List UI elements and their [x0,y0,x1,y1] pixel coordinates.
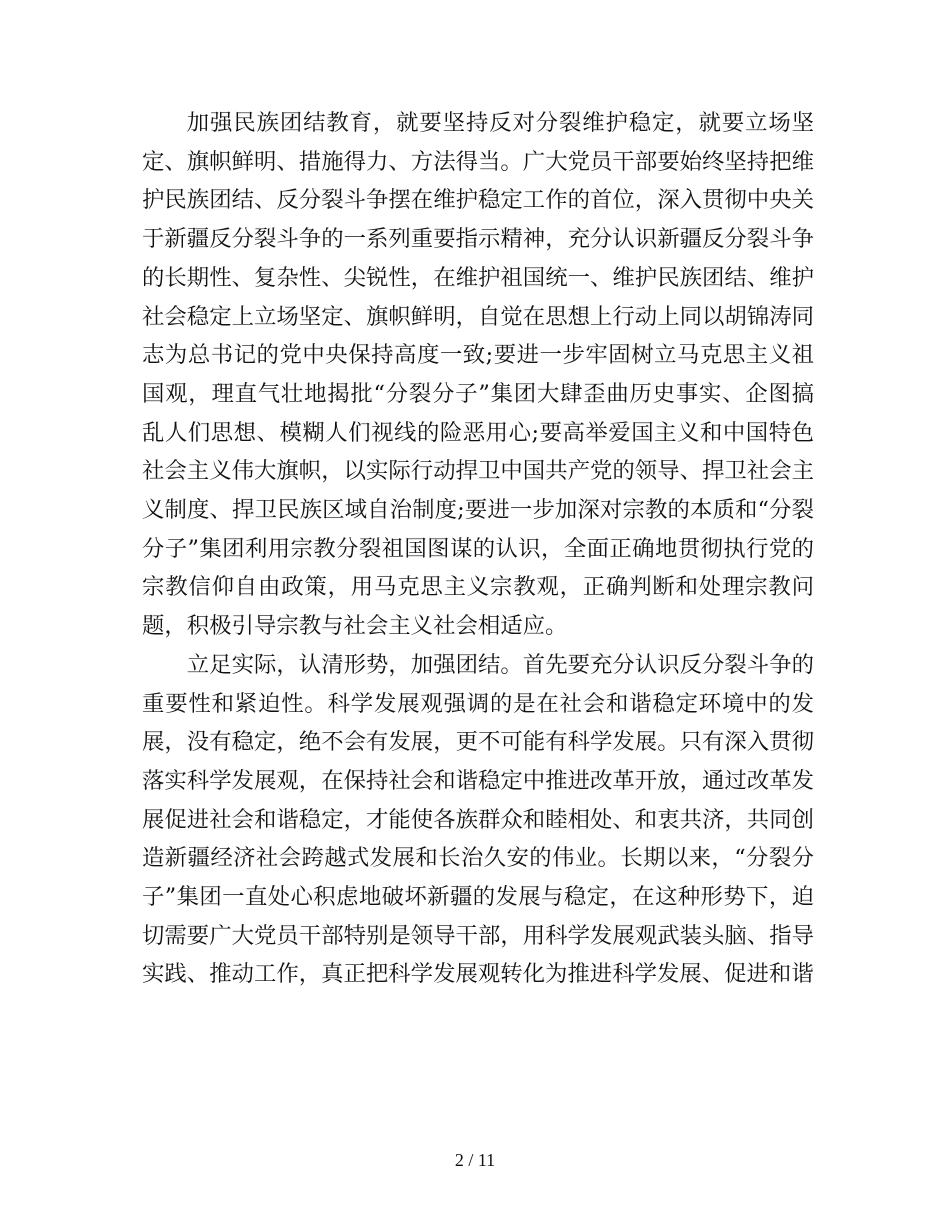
paragraph-national-unity-education: 加强民族团结教育，就要坚持反对分裂维护稳定，就要立场坚定、旗帜鲜明、措施得力、方法得当。广大党员干部要始终坚持把维护民族团结、反分裂斗争摆在维护稳定工作的首位，深入贯彻中央关于新疆反分裂斗争的一系列重要指示精神，充分认识新疆反分裂斗争的长期性、复杂性、尖锐性，在维护祖国统一、维护民族团结、维护社会稳定上立场坚定、旗帜鲜明，自觉在思想上行动上同以胡锦涛同志为总书记的党中央保持高度一致;要进一步牢固树立马克思主义祖国观，理直气壮地揭批“分裂分子”集团大肆歪曲历史事实、企图搞乱人们思想、模糊人们视线的险恶用心;要高举爱国主义和中国特色社会主义伟大旗帜，以实际行动捍卫中国共产党的领导、捍卫社会主义制度、捍卫民族区域自治制度;要进一步加深对宗教的本质和“分裂分子”集团利用宗教分裂祖国图谋的认识，全面正确地贯彻执行党的宗教信仰自由政策，用马克思主义宗教观，正确判断和处理宗教问题，积极引导宗教与社会主义社会相适应。 [142,110,814,640]
paragraph-situation-and-unity: 立足实际，认清形势，加强团结。首先要充分认识反分裂斗争的重要性和紧迫性。科学发展观强调的是在社会和谐稳定环境中的发展，没有稳定，绝不会有发展，更不可能有科学发展。只有深入贯彻落实科学发展观，在保持社会和谐稳定中推进改革开放，通过改革发展促进社会和谐稳定，才能使各族群众和睦相处、和衷共济，共同创造新疆经济社会跨越式发展和长治久安的伟业。长期以来，“分裂分子”集团一直处心积虑地破坏新疆的发展与稳定，在这种形势下，迫切需要广大党员干部特别是领导干部，用科学发展观武装头脑、指导实践、推动工作，真正把科学发展观转化为推进科学发展、促进和谐 [142,651,814,988]
document-body [142,104,814,994]
page-number: 2 / 11 [454,1150,496,1170]
